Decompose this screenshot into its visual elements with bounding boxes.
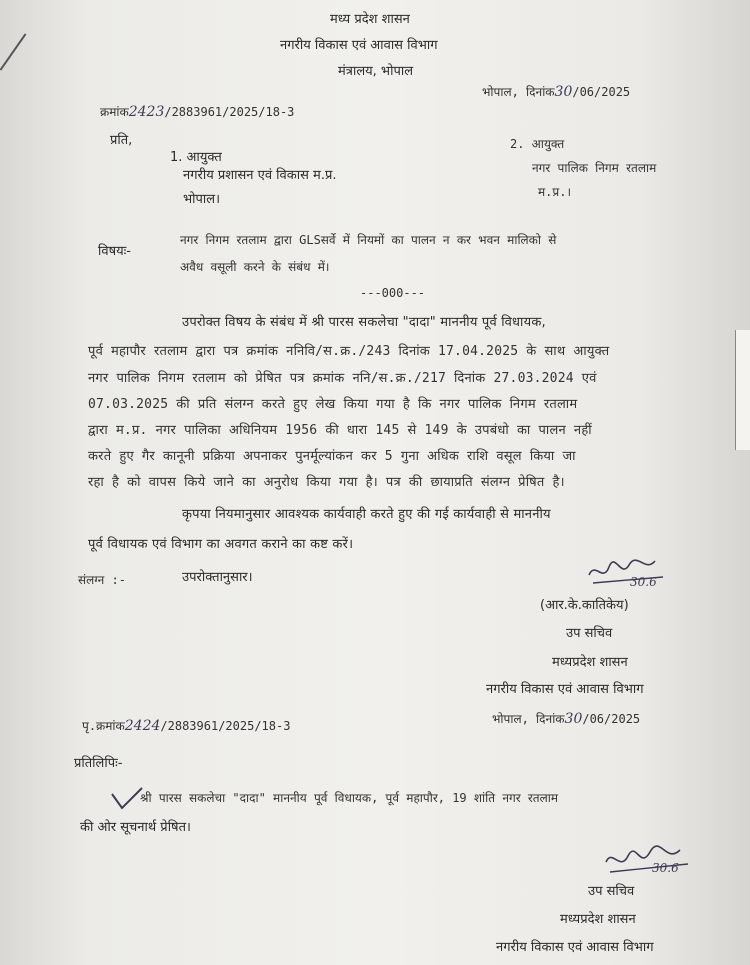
sig1-handwritten-day: 30 — [564, 711, 583, 727]
margin-mark — [0, 33, 26, 70]
date-handwritten-day: 30 — [554, 84, 573, 100]
recipient-1-line3: भोपाल। — [183, 192, 220, 207]
recipient-2-line3: म.प्र.। — [538, 185, 572, 199]
date-prefix: भोपाल, दिनांक — [482, 85, 555, 99]
endorsement-prefix: पृ.क्रमांक — [82, 719, 125, 733]
signature-1-dated — [492, 711, 640, 727]
subject-label: विषयः- — [98, 244, 131, 259]
reference-handwritten-number: 2423 — [128, 104, 165, 120]
copy-line1: श्री पारस सकलेचा "दादा" माननीय पूर्व विधायक, पूर्व महापौर, 19 शांति नगर रतलाम — [140, 791, 559, 805]
signatory-2-designation: उप सचिव — [588, 884, 635, 899]
date-suffix: /06/2025 — [572, 85, 631, 99]
signature-2-date: 30.6 — [652, 861, 679, 875]
signatory-designation: उप सचिव — [566, 626, 613, 641]
edge-stamp — [735, 330, 750, 450]
signatory-2-dept: नगरीय विकास एवं आवास विभाग — [496, 940, 654, 955]
recipient-2-line1: 2. आयुक्त — [510, 137, 565, 151]
header-office: मंत्रालय, भोपाल — [338, 64, 414, 79]
header-govt: मध्य प्रदेश शासन — [330, 12, 410, 27]
signature-1-date: 30.6 — [630, 575, 657, 589]
reference-suffix: /2883961/2025/18-3 — [164, 105, 295, 119]
recipient-1-line2: नगरीय प्रशासन एवं विकास म.प्र. — [183, 168, 337, 183]
endorsement-handwritten-number: 2424 — [124, 718, 161, 734]
signatory-name: (आर.के.कातिकेय) — [540, 598, 629, 613]
copy-line2: की ओर सूचनार्थ प्रेषित। — [80, 820, 191, 835]
endorsement-number — [82, 718, 290, 734]
signatory-2-govt: मध्यप्रदेश शासन — [560, 912, 636, 927]
body-line-1: उपरोक्त विषय के संबंध में श्री पारस सकलेचा "दादा" माननीय पूर्व विधायक, — [182, 315, 546, 330]
signature-2-scribble — [600, 842, 700, 882]
body-line-4: 07.03.2025 की प्रति संलग्न करते हुए लेख किया गया है कि नगर पालिक निगम रतलाम — [88, 397, 578, 412]
enclosure-label: संलग्न :- — [78, 573, 126, 587]
subject-line2: अवैध वसूली करने के संबंध में। — [180, 260, 330, 274]
body-line-9: पूर्व विधायक एवं विभाग का अवगत कराने का कष्ट करें। — [88, 537, 354, 552]
endorsement-suffix: /2883961/2025/18-3 — [160, 719, 291, 733]
copy-label: प्रतिलिपिः- — [74, 756, 123, 771]
body-line-3: नगर पालिक निगम रतलाम को प्रेषित पत्र क्रमांक ननि/स.क्र./217 दिनांक 27.03.2024 एवं — [88, 371, 597, 386]
subject-separator: ---000--- — [360, 286, 426, 300]
body-line-8: कृपया नियमानुसार आवश्यक कार्यवाही करते हुए की गई कार्यवाही से माननीय — [182, 507, 551, 522]
letter-date — [482, 84, 630, 100]
to-label: प्रति, — [110, 133, 133, 148]
reference-number — [100, 104, 294, 120]
signatory-dept: नगरीय विकास एवं आवास विभाग — [486, 682, 644, 697]
reference-prefix: क्रमांक — [100, 105, 129, 119]
header-dept: नगरीय विकास एवं आवास विभाग — [280, 38, 438, 53]
body-line-6: करते हुए गैर कानूनी प्रक्रिया अपनाकर पुनर्मूल्यांकन कर 5 गुना अधिक राशि वसूल किया जा — [88, 449, 576, 464]
recipient-1-line1: 1. आयुक्त — [170, 150, 222, 165]
sig1-date-suffix: /06/2025 — [582, 712, 641, 726]
body-line-2: पूर्व महापौर रतलाम द्वारा पत्र क्रमांक ननिवि/स.क्र./243 दिनांक 17.04.2025 के साथ आयुक्त — [88, 344, 610, 359]
signatory-govt: मध्यप्रदेश शासन — [552, 655, 628, 670]
enclosure-value: उपरोक्तानुसार। — [182, 570, 253, 585]
subject-line1: नगर निगम रतलाम द्वारा GLSसर्वे में नियमों का पालन न कर भवन मालिको से — [180, 233, 557, 247]
sig1-date-prefix: भोपाल, दिनांक — [492, 712, 565, 726]
body-line-7: रहा है को वापस किये जाने का अनुरोध किया गया है। पत्र की छायाप्रति संलग्न प्रेषित है। — [88, 475, 565, 490]
body-line-5: द्वारा म.प्र. नगर पालिका अधिनियम 1956 की धारा 145 से 149 के उपबंधो का पालन नहीं — [88, 423, 592, 438]
recipient-2-line2: नगर पालिक निगम रतलाम — [532, 161, 657, 175]
